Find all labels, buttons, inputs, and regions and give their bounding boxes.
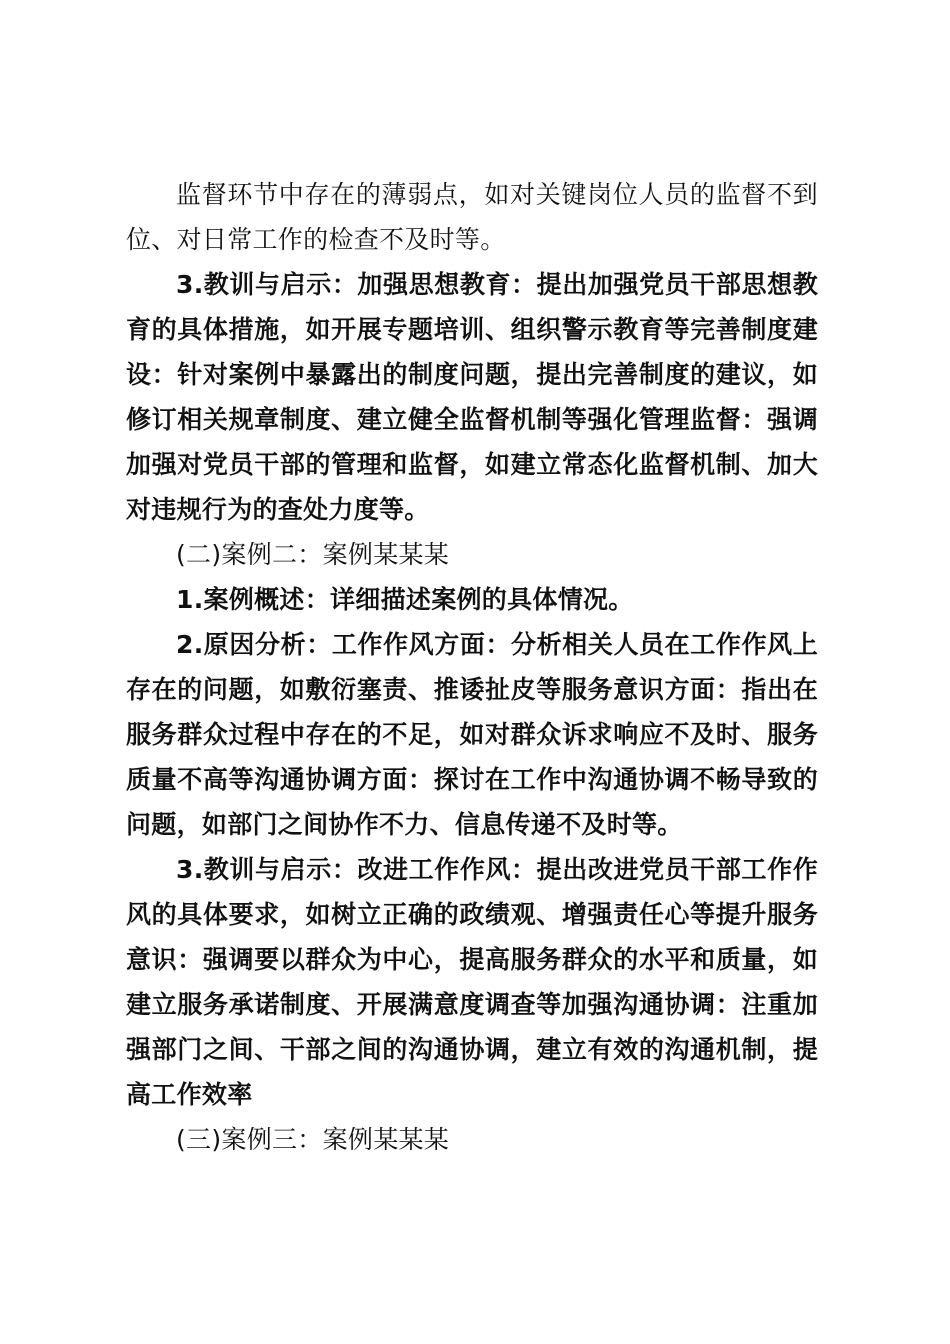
- paragraph-case2-lessons: 3.教训与启示：改进工作作风：提出改进党员干部工作作风的具体要求，如树立正确的政绩观、增强责任心等提升服务意识：强调要以群众为中心，提高服务群众的水平和质量，如建立服务承诺制度、开展满意度调查等加强沟通协调：注重加强部门之间、干部之间的沟通协调，建立有效的沟通机制，提高工作效率: [126, 855, 818, 1109]
- heading-case-two: (二)案例二：案例某某某: [176, 540, 450, 569]
- document-body: [126, 172, 818, 1162]
- paragraph-case2-cause-analysis: 2.原因分析：工作作风方面：分析相关人员在工作作风上存在的问题，如敷衍塞责、推诿扯皮等服务意识方面：指出在服务群众过程中存在的不足，如对群众诉求响应不及时、服务质量不高等沟通协调方面：探讨在工作中沟通协调不畅导致的问题，如部门之间协作不力、信息传递不及时等。: [126, 630, 818, 839]
- paragraph-case2-overview: 1.案例概述：详细描述案例的具体情况。: [176, 585, 634, 614]
- paragraph-supervision-weakness: 监督环节中存在的薄弱点，如对关键岗位人员的监督不到位、对日常工作的检查不及时等。: [126, 180, 818, 254]
- heading-case-three: (三)案例三：案例某某某: [176, 1125, 450, 1154]
- paragraph-case1-lessons: 3.教训与启示：加强思想教育：提出加强党员干部思想教育的具体措施，如开展专题培训、组织警示教育等完善制度建设：针对案例中暴露出的制度问题，提出完善制度的建议，如修订相关规章制度、建立健全监督机制等强化管理监督：强调加强对党员干部的管理和监督，如建立常态化监督机制、加大对违规行为的查处力度等。: [126, 270, 818, 524]
